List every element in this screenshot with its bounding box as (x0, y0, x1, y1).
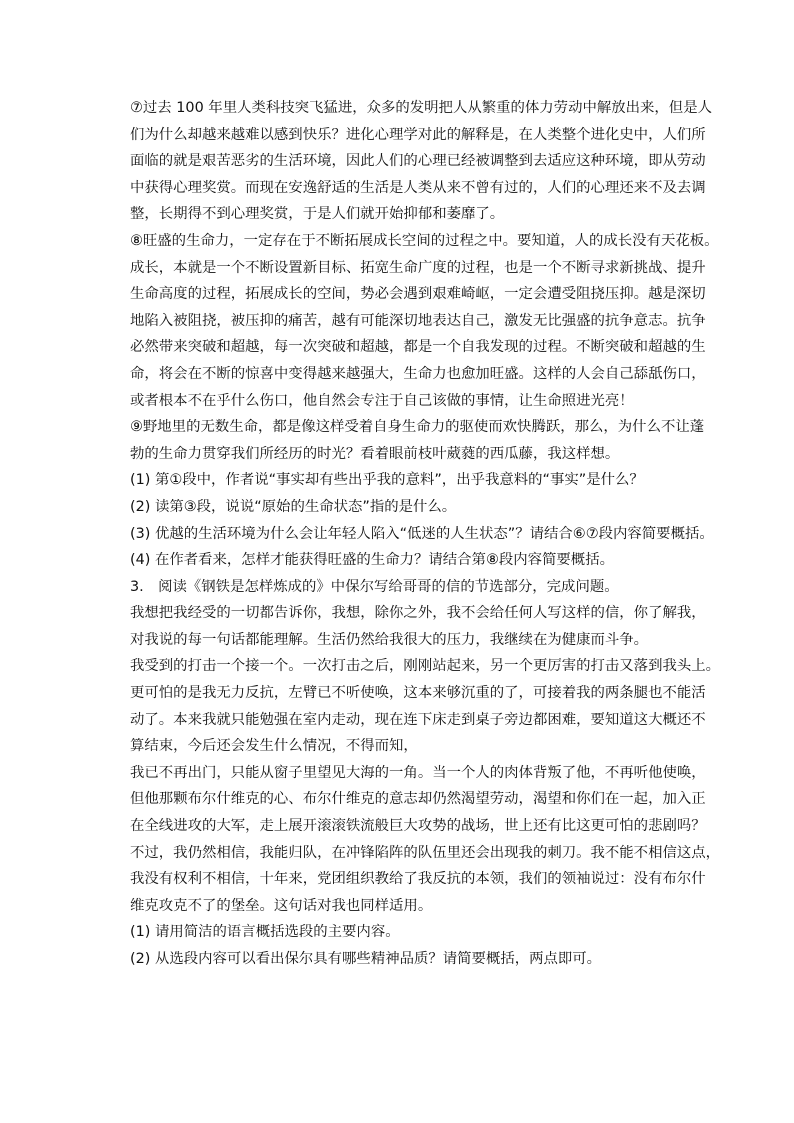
section-3-question-1: (1) 请用简洁的语言概括选段的主要内容。 (130, 924, 400, 941)
document-text (130, 95, 721, 973)
paragraph-8-line-5: 必然带来突破和超越，每一次突破和超越，都是一个自我发现的过程。不断突破和超越的生 (130, 339, 706, 356)
paragraph-7-line-4: 中获得心理奖赏。而现在安逸舒适的生活是人类从来不曾有过的，人们的心理还来不及去调 (130, 179, 706, 196)
letter-line-1: 我想把我经受的一切都告诉你，我想，除你之外，我不会给任何人写这样的信，你了解我， (130, 605, 706, 622)
letter-line-3: 我受到的打击一个接一个。一次打击之后，刚刚站起来，另一个更厉害的打击又落到我头上。 (130, 658, 721, 675)
question-2: (2) 读第③段，说说“原始的生命状态”指的是什么。 (130, 498, 457, 515)
question-4: (4) 在作者看来，怎样才能获得旺盛的生命力？请结合第⑧段内容简要概括。 (130, 552, 614, 569)
letter-line-2: 对我说的每一句话都能理解。生活仍然给我很大的压力，我继续在为健康而斗争。 (130, 631, 649, 648)
paragraph-8-line-4: 地陷入被阻挠，被压抑的痛苦，越有可能深切地表达自己，激发无比强盛的抗争意志。抗争 (130, 312, 706, 329)
paragraph-8-line-7: 或者根本不在乎什么伤口，他自然会专注于自己该做的事情，让生命照进光亮！ (130, 392, 634, 409)
letter-line-8: 但他那颗布尔什维克的心、布尔什维克的意志却仍然渴望劳动，渴望和你们在一起，加入正 (130, 791, 706, 808)
paragraph-8-line-6: 命，将会在不断的惊喜中变得越来越强大，生命力也愈加旺盛。这样的人会自己舔舐伤口， (130, 365, 706, 382)
letter-line-12: 维克攻克不了的堡垒。这句话对我也同样适用。 (130, 897, 433, 914)
paragraph-7-line-5: 整，长期得不到心理奖赏，于是人们就开始抑郁和萎靡了。 (130, 206, 505, 223)
section-3-heading: 3. 阅读《钢铁是怎样炼成的》中保尔写给哥哥的信的节选部分，完成问题。 (130, 578, 619, 595)
letter-line-11: 我没有权利不相信，十年来，党团组织教给了我反抗的本领，我们的领袖说过：没有布尔什 (130, 871, 706, 888)
letter-line-7: 我已不再出门，只能从窗子里望见大海的一角。当一个人的肉体背叛了他，不再听他使唤， (130, 764, 706, 781)
paragraph-8-line-3: 生命高度的过程，拓展成长的空间，势必会遇到艰难崎岖，一定会遭受阻挠压抑。越是深切 (130, 286, 706, 303)
paragraph-9-line-2: 勃的生命力贯穿我们所经历的时光？看着眼前枝叶葳蕤的西瓜藤，我这样想。 (130, 445, 620, 462)
paragraph-7-line-2: 们为什么却越来越难以感到快乐？进化心理学对此的解释是，在人类整个进化史中，人们所 (130, 126, 706, 143)
letter-line-6: 算结束，今后还会发生什么情况，不得而知， (130, 738, 418, 755)
letter-line-10: 不过，我仍然相信，我能归队，在冲锋陷阵的队伍里还会出现我的刺刀。我不能不相信这点， (130, 844, 721, 861)
paragraph-7-line-1: ⑦过去 100 年里人类科技突飞猛进，众多的发明把人从繁重的体力劳动中解放出来，但是人 (130, 100, 712, 116)
paragraph-8-line-1: ⑧旺盛的生命力，一定存在于不断拓展成长空间的过程之中。要知道，人的成长没有天花板。 (130, 232, 719, 249)
paragraph-7-line-3: 面临的就是艰苦恶劣的生活环境，因此人们的心理已经被调整到去适应这种环境，即从劳动 (130, 153, 706, 170)
section-3-question-2: (2) 从选段内容可以看出保尔具有哪些精神品质？请简要概括，两点即可。 (130, 951, 602, 967)
letter-line-5: 动了。本来我就只能勉强在室内走动，现在连下床走到桌子旁边都困难，要知道这大概还不 (130, 711, 706, 728)
question-1: (1) 第①段中，作者说“事实却有些出乎我的意料”，出乎我意料的“事实”是什么？ (130, 472, 644, 489)
paragraph-9-line-1: ⑨野地里的无数生命，都是像这样受着自身生命力的驱使而欢快腾跃，那么，为什么不让蓬 (130, 419, 705, 436)
paragraph-8-line-2: 成长，本就是一个不断设置新目标、拓宽生命广度的过程，也是一个不断寻求新挑战、提升 (130, 259, 706, 276)
letter-line-9: 在全线进攻的大军，走上展开滚滚铁流般巨大攻势的战场，世上还有比这更可怕的悲剧吗？ (130, 818, 706, 835)
letter-line-4: 更可怕的是我无力反抗，左臂已不听使唤，这本来够沉重的了，可接着我的两条腿也不能活 (130, 685, 706, 702)
question-3: (3) 优越的生活环境为什么会让年轻人陷入“低迷的人生状态”？请结合⑥⑦段内容简要概括。 (130, 525, 714, 542)
